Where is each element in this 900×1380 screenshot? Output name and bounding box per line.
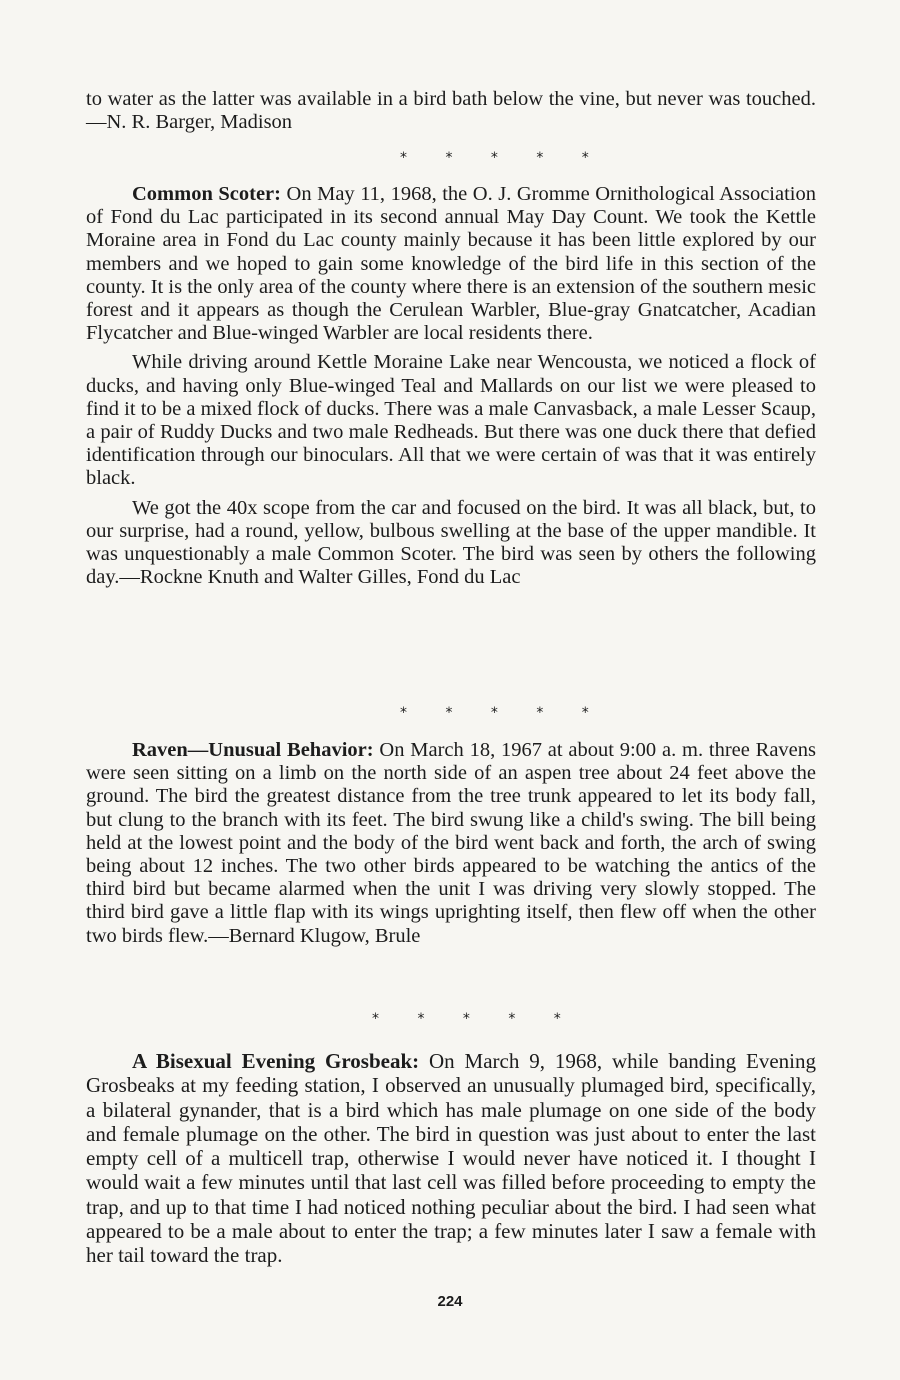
scoter-heading: Common Scoter: — [132, 183, 281, 205]
carryover-block — [86, 88, 816, 134]
grosbeak-heading: A Bisexual Evening Grosbeak: — [132, 1049, 420, 1073]
raven-article — [86, 739, 816, 948]
scoter-article — [86, 183, 816, 589]
scoter-paragraph-3: We got the 40x scope from the car and focused on the bird. It was all black, but, to our surprise, had a round, yellow, bulbous swelling at the base of the upper mandible. It was unquestionably a male Common Scoter. The bird was seen by others the following day.—Rockne Knuth and Walter Gilles, Fond du Lac — [86, 496, 816, 589]
page-number: 224 — [437, 1293, 463, 1310]
scoter-text-1: On May 11, 1968, the O. J. Gromme Ornithological Association of Fond du Lac participated in its second annual May Day Count. We took the Kettle Moraine area in Fond du Lac county mainly because it has been little explored by our members and we hoped to gain some knowledge of the bird life in this section of the county. It is the only area of the county where there is an extension of the southern mesic forest and it appears as though the Cerulean Warbler, Blue-gray Gnatcatcher, Acadian Flycatcher and Blue-winged Warbler are local residents there. — [86, 183, 816, 345]
scoter-paragraph-2: While driving around Kettle Moraine Lake near Wencousta, we noticed a flock of ducks, and having only Blue-winged Teal and Mallards on our list we were pleased to find it to be a mixed flock of ducks. There was a male Canvasback, a male Lesser Scaup, a pair of Ruddy Ducks and two male Redheads. But there was one duck there that defied identification through our binoculars. All that we were certain of was that it was entirely black. — [86, 351, 816, 490]
raven-heading: Raven—Unusual Behavior: — [132, 739, 374, 761]
grosbeak-article — [86, 1049, 816, 1268]
grosbeak-text-1: On March 9, 1968, while banding Evening Grosbeaks at my feeding station, I observed an unusually plumaged bird, specifically, a bilateral gynander, that is a bird which has male plumage on one side of the body and female plumage on the other. The bird in question was just about to enter the last empty cell of a multicell trap, otherwise I would never have noticed it. I thought I would wait a few minutes until that last cell was filled before proceeding to empty the trap, and up to that time I had noticed nothing peculiar about the bird. I had seen what appeared to be a male about to enter the trap; a few minutes later I saw a female with her tail toward the trap. — [86, 1049, 816, 1268]
carryover-paragraph: to water as the latter was available in a bird bath below the vine, but never was touched.—N. R. Barger, Madison — [86, 88, 816, 134]
raven-text-1: On March 18, 1967 at about 9:00 a. m. three Ravens were seen sitting on a limb on the north side of an aspen tree about 24 feet above the ground. The bird the greatest distance from the tree trunk appeared to let its body fall, but clung to the branch with its feet. The bird swung like a child's swing. The bill being held at the lowest point and the body of the bird went back and forth, the arch of swing being about 12 inches. The two other birds appeared to be watching the antics of the third bird but became alarmed when the unit I was driving very slowly stopped. The third bird gave a little flap with its wings uprighting itself, then flew off when the other two birds flew.—Bernard Klugow, Brule — [86, 739, 817, 947]
grosbeak-paragraph-1 — [86, 1049, 816, 1268]
raven-paragraph-1 — [86, 739, 816, 948]
section-separator: * * * * * — [400, 705, 603, 721]
scoter-paragraph-1 — [86, 183, 816, 345]
section-separator: * * * * * — [372, 1011, 575, 1027]
section-separator: * * * * * — [400, 150, 603, 166]
